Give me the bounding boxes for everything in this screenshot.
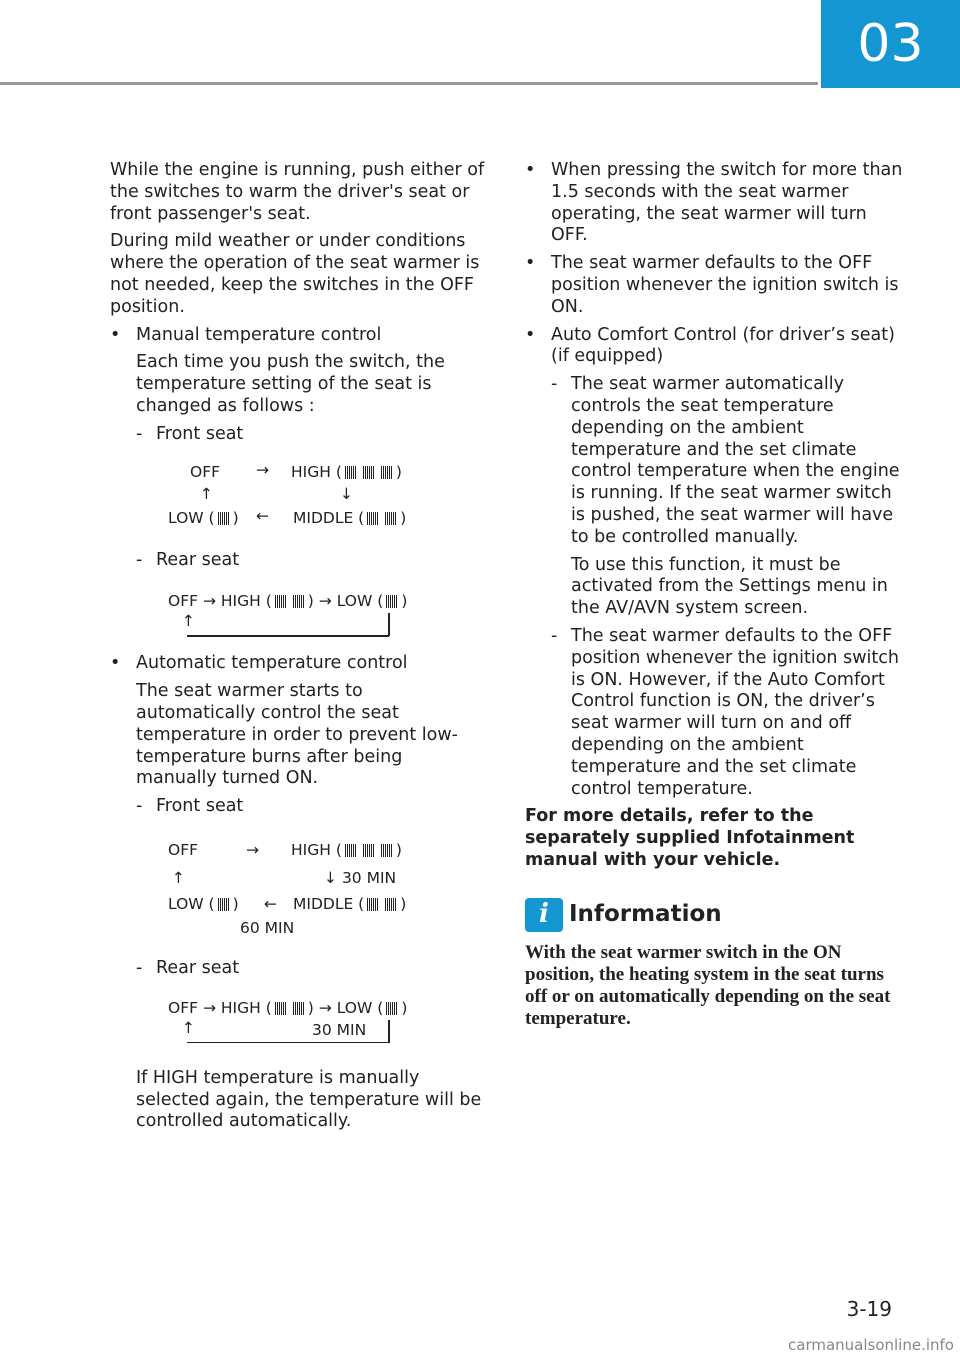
watermark: carmanualsonline.info	[788, 1336, 954, 1354]
close-paren: )	[232, 508, 239, 527]
heat-level-icon	[384, 595, 400, 608]
dash-mark: -	[136, 796, 143, 817]
bullet-dot: •	[525, 160, 536, 180]
dash-mark: -	[551, 625, 558, 646]
arrow-right: →	[202, 998, 216, 1017]
bullet-manual-title: Manual temperature control	[136, 324, 382, 345]
right-column	[525, 160, 905, 1036]
manual-rear-seat-diagram	[110, 577, 485, 653]
diagram-off-label: OFF	[168, 840, 199, 859]
bullet-default-off	[525, 253, 905, 318]
intro-paragraph: While the engine is running, push either of the switches to warm the driver's seat or front passenger's seat.	[110, 160, 485, 224]
heat-level-icon	[343, 466, 359, 479]
dash-mark: -	[551, 374, 558, 395]
rear-seat-label: Rear seat	[156, 549, 240, 570]
arrow-left: ←	[264, 894, 277, 913]
arrow-right: →	[318, 592, 332, 611]
arrow-right: →	[202, 592, 216, 611]
low-text: LOW (	[336, 998, 384, 1017]
chapter-number: 03	[821, 0, 960, 88]
bullet-automatic-title: Automatic temperature control	[136, 653, 408, 674]
high-reselect-note: If HIGH temperature is manually selected again, the temperature will be controlled automatically.	[136, 1067, 482, 1132]
front-seat-label: Front seat	[156, 423, 244, 444]
front-seat-label: Front seat	[156, 796, 244, 817]
settings-menu-text: To use this function, it must be activated from the Settings menu in the AV/AVN system screen.	[571, 554, 888, 619]
dash-mark: -	[136, 549, 143, 570]
heat-level-icon	[383, 898, 399, 911]
dash-mark: -	[136, 957, 143, 978]
middle-text: MIDDLE (	[293, 508, 365, 527]
dash-mark: -	[136, 423, 143, 444]
heat-level-icon	[365, 512, 381, 525]
high-text: HIGH (	[291, 840, 342, 859]
dash-front-seat-auto	[110, 796, 485, 818]
left-column	[110, 160, 485, 1139]
low-text: LOW (	[168, 894, 215, 913]
arrow-right: →	[246, 840, 259, 859]
diagram-high-label	[291, 462, 402, 484]
close-paren: )	[401, 998, 408, 1017]
heat-level-icon	[383, 512, 399, 525]
timer-30: 30 MIN	[341, 868, 397, 887]
arrow-right: →	[256, 460, 269, 479]
arrow-down: ↓	[324, 868, 337, 887]
close-paren: )	[307, 592, 314, 611]
heat-level-icon	[361, 466, 377, 479]
heat-level-icon	[361, 844, 377, 857]
diagram-off-label: OFF	[190, 462, 221, 481]
arrow-left: ←	[256, 506, 269, 525]
loop-line	[388, 1020, 390, 1043]
close-paren: )	[307, 998, 314, 1017]
timer-30: 30 MIN	[312, 1020, 367, 1039]
auto-default-text: The seat warmer defaults to the OFF position whenever the ignition switch is ON. However, if the Auto Comfort Control function is ON, the driver’s seat warmer will turn on and off depending on the ambient temperature and the set climate control temperature.	[571, 625, 899, 799]
page-number: 3-19	[846, 1297, 892, 1321]
close-paren: )	[232, 894, 239, 913]
loop-line	[187, 635, 389, 637]
bullet-dot: •	[525, 253, 536, 274]
close-paren: )	[395, 462, 402, 481]
rear-chain	[168, 591, 407, 613]
bullet-dot: •	[525, 324, 536, 345]
dash-front-seat-manual	[110, 424, 485, 446]
arrow-down: ↓	[340, 484, 353, 503]
loop-line	[187, 1042, 389, 1044]
bullet-dot: •	[110, 653, 121, 674]
high-text: HIGH (	[220, 998, 272, 1017]
bullet-automatic	[110, 653, 485, 675]
rear-seat-label: Rear seat	[156, 957, 240, 978]
header-rule	[0, 82, 818, 85]
bullet-manual	[110, 325, 485, 347]
manual-description: Each time you push the switch, the temperature setting of the seat is changed as follows :	[136, 352, 445, 416]
close-paren: )	[400, 894, 407, 913]
diagram-high-label	[291, 840, 402, 862]
arrow-right: →	[318, 998, 332, 1017]
mild-weather-paragraph: During mild weather or under conditions where the operation of the seat warmer is not needed, keep the switches in the OFF position.	[110, 231, 480, 317]
close-paren: )	[401, 592, 408, 611]
off-text: OFF	[168, 998, 199, 1017]
automatic-description: The seat warmer starts to automatically control the seat temperature in order to prevent low-temperature burns after being manually turned ON.	[136, 681, 458, 789]
bullet-auto-comfort	[525, 325, 905, 369]
info-icon: i	[525, 898, 563, 932]
middle-text: MIDDLE (	[293, 894, 365, 913]
information-header	[525, 898, 905, 932]
close-paren: )	[400, 508, 407, 527]
low-text: LOW (	[336, 592, 384, 611]
bullet-long-press	[525, 160, 905, 247]
high-text: HIGH (	[291, 462, 342, 481]
diagram-low-label	[168, 508, 239, 530]
arrow-up: ↑	[182, 612, 195, 631]
heat-level-icon	[379, 844, 395, 857]
dash-auto-control	[525, 374, 905, 548]
arrow-up: ↑	[200, 484, 213, 503]
auto-comfort-title: Auto Comfort Control (for driver’s seat) (if equipped)	[551, 324, 895, 367]
manual-front-seat-diagram	[110, 452, 485, 550]
heat-level-icon	[365, 898, 381, 911]
bullet-dot: •	[110, 324, 121, 345]
long-press-text: When pressing the switch for more than 1.5 seconds with the seat warmer operating, the seat warmer will turn OFF.	[551, 160, 903, 246]
heat-level-icon	[379, 466, 395, 479]
dash-rear-seat-manual	[110, 550, 485, 572]
arrow-down-30	[324, 868, 396, 890]
diagram-middle-label	[293, 508, 406, 530]
heat-level-icon	[343, 844, 359, 857]
default-off-text: The seat warmer defaults to the OFF position whenever the ignition switch is ON.	[551, 253, 899, 317]
close-paren: )	[395, 840, 402, 859]
heat-level-icon	[291, 595, 307, 608]
timer-60: 60 MIN	[240, 918, 295, 937]
heat-level-icon	[273, 1002, 289, 1015]
arrow-up: ↑	[182, 1018, 195, 1037]
diagram-middle-label	[293, 894, 406, 916]
heat-level-icon	[216, 898, 232, 911]
infotainment-note: For more details, refer to the separately supplied Infotainment manual with your vehicle.	[525, 806, 855, 870]
auto-front-seat-diagram	[110, 824, 485, 958]
high-text: HIGH (	[220, 592, 272, 611]
rear-chain	[168, 998, 407, 1020]
dash-rear-seat-auto	[110, 958, 485, 980]
heat-level-icon	[384, 1002, 400, 1015]
information-title: Information	[569, 900, 722, 927]
diagram-low-label	[168, 894, 239, 916]
loop-line	[388, 613, 390, 636]
auto-control-text: The seat warmer automatically controls the seat temperature depending on the ambient temperature and the set climate control temperature when the engine is running. If the seat warmer switch is pushed, the seat warmer will have to be controlled manually.	[571, 374, 900, 547]
arrow-up: ↑	[172, 868, 185, 887]
low-text: LOW (	[168, 508, 215, 527]
information-text: With the seat warmer switch in the ON position, the heating system in the seat turns off or on automatically depending on the seat temperature.	[525, 941, 891, 1029]
heat-level-icon	[291, 1002, 307, 1015]
auto-rear-seat-diagram	[110, 986, 485, 1068]
heat-level-icon	[216, 512, 232, 525]
dash-auto-default	[525, 626, 905, 800]
off-text: OFF	[168, 592, 199, 611]
heat-level-icon	[273, 595, 289, 608]
